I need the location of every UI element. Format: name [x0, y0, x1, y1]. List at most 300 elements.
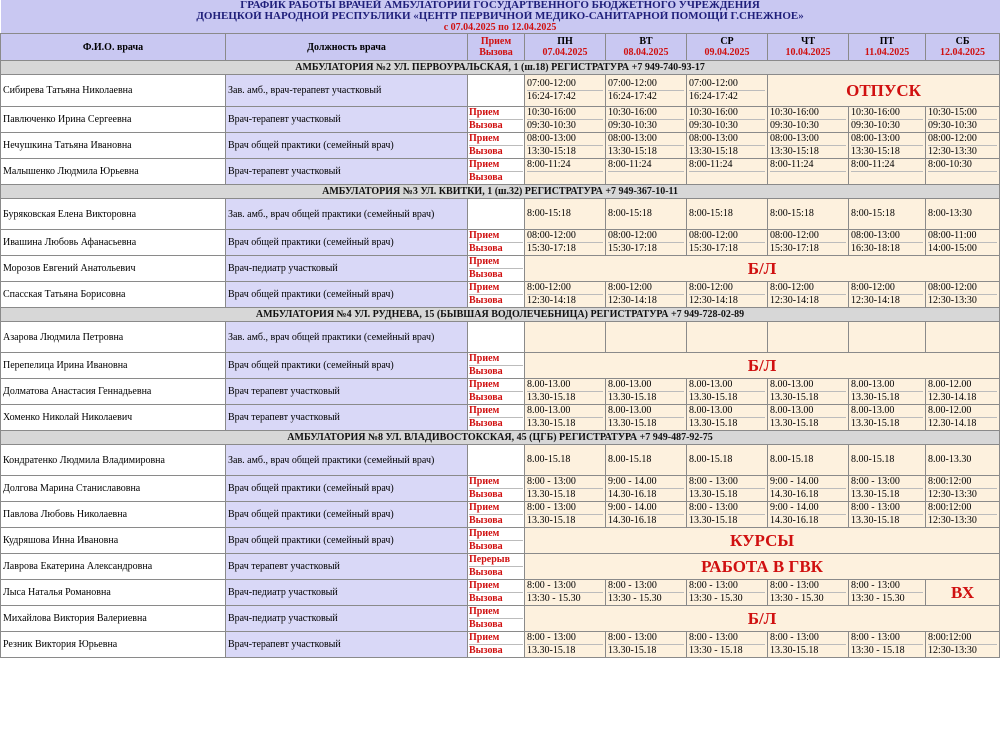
schedule-cell	[525, 230, 606, 256]
schedule-calls-time: 14.30-16.18	[608, 489, 657, 500]
schedule-reception-time: 8:00 - 13:00	[851, 580, 923, 593]
schedule-reception-time: 8:00 - 13:00	[608, 580, 684, 593]
schedule-calls-time: 09:30-10:30	[851, 120, 900, 131]
day-name: ЧТ	[800, 36, 815, 47]
doctor-position: Врач терапевт участковый	[226, 405, 468, 431]
visit-type	[468, 606, 525, 632]
schedule-reception-time: 8:00:12:00	[928, 502, 997, 515]
schedule-cell	[687, 159, 768, 185]
doctor-position: Врач-педиатр участковый	[226, 580, 468, 606]
visit-type	[468, 199, 525, 230]
doctor-name: Перепелица Ирина Ивановна	[1, 353, 226, 379]
visit-type-calls: Вызова	[469, 146, 503, 157]
schedule-cell	[768, 502, 849, 528]
schedule-cell	[687, 282, 768, 308]
schedule-cell	[768, 322, 849, 353]
schedule-cell	[606, 379, 687, 405]
schedule-cell	[926, 133, 1000, 159]
schedule-cell	[525, 405, 606, 431]
schedule-reception-time: 8:00 - 13:00	[527, 502, 603, 515]
schedule-cell	[687, 107, 768, 133]
section-title: АМБУЛАТОРИЯ №2 УЛ. ПЕРВОУРАЛЬСКАЯ, 1 (ш.18) РЕГИСТРАТУРА +7 949-740-93-17	[1, 61, 1000, 75]
schedule-cell	[606, 405, 687, 431]
schedule-calls-time: 16:24-17:42	[608, 91, 657, 102]
schedule-reception-time: 8:00-12:00	[527, 282, 603, 295]
doctor-name: Лыса Наталья Романовна	[1, 580, 226, 606]
doctor-name: Малышенко Людмила Юрьевна	[1, 159, 226, 185]
doctor-row	[1, 379, 1000, 405]
schedule-calls-time: 13:30 - 15.18	[851, 645, 905, 656]
section-title: АМБУЛАТОРИЯ №3 УЛ. КВИТКИ, 1 (ш.32) РЕГИСТРАТУРА +7 949-367-10-11	[1, 185, 1000, 199]
schedule-calls-time: 12:30-14:18	[689, 295, 738, 306]
schedule-reception-time: 08:00-12:00	[608, 230, 684, 243]
schedule-cell	[926, 445, 1000, 476]
visit-type-calls: Вызова	[469, 515, 503, 526]
schedule-calls-time: 12.30-14.18	[928, 392, 977, 403]
status-note: Б/Л	[525, 353, 1000, 379]
schedule-calls-time: 09:30-10:30	[770, 120, 819, 131]
schedule-reception-time: 8:00 - 13:00	[689, 476, 765, 489]
schedule-calls-time: 13.30-15.18	[689, 489, 738, 500]
schedule-cell	[525, 133, 606, 159]
visit-type	[468, 75, 525, 107]
schedule-cell	[849, 445, 926, 476]
visit-type-calls: Вызова	[469, 172, 503, 183]
schedule-cell	[687, 199, 768, 230]
schedule-cell	[768, 230, 849, 256]
schedule-reception-time: 08:00-12:00	[928, 282, 997, 295]
schedule-cell	[768, 282, 849, 308]
doctor-name: Кондратенко Людмила Владимировна	[1, 445, 226, 476]
schedule-cell	[606, 133, 687, 159]
schedule-cell	[687, 502, 768, 528]
schedule-cell	[926, 159, 1000, 185]
schedule-cell	[687, 230, 768, 256]
schedule-reception-time: 10:30-16:00	[689, 107, 765, 120]
visit-type-reception: Прием	[469, 353, 523, 366]
schedule-cell	[926, 379, 1000, 405]
schedule-calls-time: 13:30 - 15.30	[608, 593, 662, 604]
schedule-reception-time: 8:00 - 13:00	[608, 632, 684, 645]
schedule-reception-time: 8:00-12:00	[851, 282, 923, 295]
day-date: 09.04.2025	[704, 47, 750, 58]
visit-type-calls: Вызова	[469, 645, 503, 656]
schedule-cell	[525, 632, 606, 658]
doctor-row	[1, 256, 1000, 282]
visit-type	[468, 107, 525, 133]
doctor-position: Врач терапевт участковый	[226, 554, 468, 580]
doctor-name: Ивашина Любовь Афанасьевна	[1, 230, 226, 256]
visit-type-reception: Прием	[469, 107, 523, 120]
doctor-name: Спасская Татьяна Борисовна	[1, 282, 226, 308]
doctor-name: Долматова Анастасия Геннадьевна	[1, 379, 226, 405]
col-header-day	[768, 34, 849, 61]
schedule-cell	[687, 75, 768, 107]
status-note: РАБОТА В ГВК	[525, 554, 1000, 580]
schedule-cell	[768, 580, 849, 606]
schedule-cell	[926, 230, 1000, 256]
schedule-cell	[849, 502, 926, 528]
schedule-reception-time: 8:00-15:18	[770, 208, 814, 219]
schedule-calls-time	[928, 172, 997, 184]
visit-type-reception: Прием	[469, 632, 523, 645]
schedule-cell	[926, 199, 1000, 230]
schedule-calls-time: 12:30-13:30	[928, 295, 977, 306]
schedule-cell	[849, 107, 926, 133]
schedule-calls-time: 13.30-15.18	[851, 392, 900, 403]
schedule-calls-time: 14.30-16.18	[770, 489, 819, 500]
visit-type-reception: Прием	[469, 580, 523, 593]
doctor-row	[1, 606, 1000, 632]
status-note: ОТПУСК	[768, 75, 1000, 107]
schedule-cell	[849, 322, 926, 353]
doctor-row	[1, 632, 1000, 658]
schedule-calls-time: 13:30-15:18	[770, 146, 819, 157]
doctor-position: Врач-педиатр участковый	[226, 256, 468, 282]
schedule-calls-time: 13.30-15.18	[527, 645, 576, 656]
day-name: ПН	[557, 36, 573, 47]
doctor-position: Зав. амб., врач общей практики (семейный врач)	[226, 322, 468, 353]
schedule-reception-time: 9:00 - 14.00	[770, 476, 846, 489]
schedule-cell	[606, 107, 687, 133]
schedule-cell	[606, 502, 687, 528]
schedule-cell	[768, 445, 849, 476]
schedule-reception-time: 8:00-15:18	[608, 208, 652, 219]
schedule-reception-time: 8:00 - 13:00	[527, 476, 603, 489]
doctor-name: Буряковская Елена Викторовна	[1, 199, 226, 230]
status-note: КУРСЫ	[525, 528, 1000, 554]
schedule-cell	[926, 502, 1000, 528]
title-period: с 07.04.2025 по 12.04.2025	[1, 22, 1000, 34]
col-header-day	[525, 34, 606, 61]
section-title: АМБУЛАТОРИЯ №8 УЛ. ВЛАДИВОСТОКСКАЯ, 45 (ЦГБ) РЕГИСТРАТУРА +7 949-487-92-75	[1, 431, 1000, 445]
schedule-reception-time: 08:00-12:00	[770, 230, 846, 243]
visit-type-calls: Вызова	[469, 366, 503, 377]
visit-type-reception: Прием	[469, 476, 523, 489]
schedule-calls-time: 13:30-15:18	[851, 146, 900, 157]
doctor-name: Нечушкина Татьяна Ивановна	[1, 133, 226, 159]
schedule-calls-time: 13.30-15.18	[608, 392, 657, 403]
doctor-position: Врач общей практики (семейный врач)	[226, 230, 468, 256]
day-date: 10.04.2025	[785, 47, 831, 58]
schedule-calls-time: 13:30 - 15.30	[770, 593, 824, 604]
doctor-row	[1, 75, 1000, 107]
schedule-cell	[525, 282, 606, 308]
day-name: СБ	[955, 36, 970, 47]
schedule-calls-time: 12:30-14:18	[527, 295, 576, 306]
doctor-position: Врач общей практики (семейный врач)	[226, 528, 468, 554]
doctor-row	[1, 159, 1000, 185]
schedule-calls-time: 12:30-13:30	[928, 489, 977, 500]
schedule-reception-time: 8:00-15:18	[527, 208, 571, 219]
schedule-reception-time: 8.00-13.00	[689, 379, 765, 392]
schedule-reception-time: 8.00-15.18	[851, 454, 895, 465]
visit-type-reception: Прием	[469, 528, 523, 541]
doctor-position: Врач-терапевт участковый	[226, 632, 468, 658]
col-header-day	[849, 34, 926, 61]
schedule-reception-time: 8:00 - 13:00	[689, 502, 765, 515]
schedule-reception-time: 8:00 - 13:00	[770, 580, 846, 593]
visit-type-reception: Прием	[469, 159, 523, 172]
schedule-calls-time	[689, 172, 765, 184]
schedule-cell	[606, 282, 687, 308]
schedule-cell	[525, 502, 606, 528]
visit-type-calls: Вызова	[469, 489, 503, 500]
schedule-calls-time: 13:30-15:18	[689, 146, 738, 157]
schedule-reception-time: 8:00:12:00	[928, 476, 997, 489]
schedule-calls-time: 13.30-15.18	[770, 418, 819, 429]
schedule-cell	[606, 75, 687, 107]
schedule-cell	[687, 405, 768, 431]
doctor-position: Зав. амб., врач-терапевт участковый	[226, 75, 468, 107]
schedule-reception-time: 9:00 - 14.00	[608, 502, 684, 515]
schedule-reception-time: 08:00-11:00	[928, 230, 997, 243]
schedule-calls-time: 09:30-10:30	[608, 120, 657, 131]
schedule-reception-time: 8.00-15.18	[689, 454, 733, 465]
col-header-position: Должность врача	[226, 34, 468, 61]
schedule-cell	[525, 445, 606, 476]
day-name: ПТ	[879, 36, 895, 47]
schedule-cell	[849, 405, 926, 431]
schedule-cell	[525, 476, 606, 502]
doctor-row	[1, 580, 1000, 606]
doctor-position: Врач-терапевт участковый	[226, 107, 468, 133]
visit-type	[468, 554, 525, 580]
visit-type	[468, 528, 525, 554]
visit-type-reception: Прием	[469, 606, 523, 619]
schedule-reception-time: 8:00-10:30	[928, 159, 997, 172]
schedule-calls-time: 13.30-15.18	[608, 418, 657, 429]
schedule-cell	[687, 476, 768, 502]
schedule-reception-time: 8.00-15.18	[770, 454, 814, 465]
doctor-position: Врач общей практики (семейный врач)	[226, 133, 468, 159]
doctor-row	[1, 322, 1000, 353]
schedule-reception-time: 08:00-12:00	[928, 133, 997, 146]
visit-type	[468, 159, 525, 185]
schedule-cell	[849, 133, 926, 159]
visit-type	[468, 502, 525, 528]
schedule-reception-time: 8.00-13.00	[608, 379, 684, 392]
schedule-reception-time: 08:00-13:00	[851, 230, 923, 243]
doctor-row	[1, 199, 1000, 230]
schedule-reception-time: 07:00-12:00	[608, 78, 684, 91]
schedule-cell	[687, 632, 768, 658]
schedule-calls-time: 15:30-17:18	[689, 243, 738, 254]
visit-type-reception: Прием	[469, 256, 523, 269]
doctor-name: Хоменко Николай Николаевич	[1, 405, 226, 431]
schedule-reception-time: 9:00 - 14.00	[770, 502, 846, 515]
schedule-reception-time: 8:00 - 13:00	[689, 580, 765, 593]
schedule-cell	[606, 322, 687, 353]
doctor-name: Азарова Людмила Петровна	[1, 322, 226, 353]
schedule-calls-time	[608, 172, 684, 184]
schedule-calls-time: 16:24-17:42	[689, 91, 738, 102]
schedule-cell	[525, 322, 606, 353]
schedule-cell	[926, 322, 1000, 353]
schedule-calls-time	[770, 172, 846, 184]
doctor-name: Кудряшова Инна Ивановна	[1, 528, 226, 554]
schedule-reception-time: 10:30-16:00	[851, 107, 923, 120]
schedule-cell	[606, 445, 687, 476]
doctor-name: Павлова Любовь Николаевна	[1, 502, 226, 528]
schedule-calls-time: 12:30-13:30	[928, 515, 977, 526]
schedule-reception-time: 8:00-12:00	[608, 282, 684, 295]
schedule-calls-time: 14:00-15:00	[928, 243, 977, 254]
doctor-row	[1, 528, 1000, 554]
schedule-reception-time: 08:00-12:00	[689, 230, 765, 243]
doctor-row	[1, 107, 1000, 133]
doctor-row	[1, 230, 1000, 256]
visit-type-calls: Вызова	[469, 593, 503, 604]
visit-type	[468, 580, 525, 606]
schedule-reception-time: 8:00-11:24	[527, 159, 603, 172]
schedule-reception-time: 8:00-12:00	[689, 282, 765, 295]
doctor-position: Врач терапевт участковый	[226, 379, 468, 405]
visit-type	[468, 322, 525, 353]
schedule-reception-time: 07:00-12:00	[527, 78, 603, 91]
col-header-day	[926, 34, 1000, 61]
schedule-calls-time: 12:30-13:30	[928, 146, 977, 157]
schedule-reception-time: 08:00-13:00	[851, 133, 923, 146]
schedule-reception-time: 8.00-13.00	[527, 405, 603, 418]
visit-type-reception: Прием	[469, 405, 523, 418]
schedule-cell	[687, 379, 768, 405]
schedule-calls-time: 13:30 - 15.30	[851, 593, 905, 604]
schedule-cell	[606, 580, 687, 606]
schedule-reception-time: 8.00-13.00	[608, 405, 684, 418]
schedule-cell	[926, 632, 1000, 658]
schedule-calls-time: 15:30-17:18	[770, 243, 819, 254]
schedule-cell	[606, 199, 687, 230]
schedule-cell	[525, 580, 606, 606]
visit-type	[468, 632, 525, 658]
doctor-row	[1, 353, 1000, 379]
schedule-cell	[768, 107, 849, 133]
day-date: 08.04.2025	[623, 47, 669, 58]
doctor-position: Врач общей практики (семейный врач)	[226, 282, 468, 308]
schedule-calls-time	[527, 172, 603, 184]
schedule-calls-time: 13.30-15.18	[527, 392, 576, 403]
doctor-row	[1, 554, 1000, 580]
visit-type	[468, 353, 525, 379]
schedule-cell	[849, 282, 926, 308]
visit-type-reception: Прием	[469, 230, 523, 243]
section-header-row	[1, 308, 1000, 322]
doctor-position: Врач общей практики (семейный врач)	[226, 502, 468, 528]
schedule-calls-time: 15:30-17:18	[527, 243, 576, 254]
visit-type-calls: Вызова	[469, 541, 503, 552]
schedule-cell	[849, 476, 926, 502]
schedule-calls-time: 14.30-16.18	[770, 515, 819, 526]
schedule-reception-time: 8.00-13.00	[770, 379, 846, 392]
schedule-calls-time: 13.30-15.18	[770, 645, 819, 656]
visit-type	[468, 379, 525, 405]
visit-type-reception: Перерыв	[469, 554, 523, 567]
doctor-row	[1, 502, 1000, 528]
visit-type	[468, 133, 525, 159]
schedule-cell	[768, 405, 849, 431]
schedule-reception-time: 8:00 - 13:00	[527, 632, 603, 645]
visit-type-calls: Вызова	[469, 567, 503, 578]
schedule-reception-time: 8.00-15.18	[608, 454, 652, 465]
schedule-cell	[926, 107, 1000, 133]
schedule-reception-time: 8.00-13.00	[851, 379, 923, 392]
visit-type	[468, 256, 525, 282]
doctor-name: Сибирева Татьяна Николаевна	[1, 75, 226, 107]
schedule-calls-time: 12:30-14:18	[770, 295, 819, 306]
section-header-row	[1, 431, 1000, 445]
schedule-reception-time: 8.00-15.18	[527, 454, 571, 465]
schedule-calls-time: 13.30-15.18	[608, 645, 657, 656]
schedule-reception-time: 8:00-12:00	[770, 282, 846, 295]
section-header-row	[1, 185, 1000, 199]
schedule-calls-time: 15:30-17:18	[608, 243, 657, 254]
schedule-cell	[768, 379, 849, 405]
schedule-cell	[687, 580, 768, 606]
status-note: Б/Л	[525, 256, 1000, 282]
status-note: Б/Л	[525, 606, 1000, 632]
visit-type-calls: Вызова	[469, 392, 503, 403]
doctor-name: Долгова Марина Станиславовна	[1, 476, 226, 502]
schedule-reception-time: 8:00-15:18	[689, 208, 733, 219]
col-header-day	[606, 34, 687, 61]
schedule-reception-time: 08:00-13:00	[770, 133, 846, 146]
day-name: ВТ	[639, 36, 653, 47]
schedule-cell	[849, 580, 926, 606]
schedule-reception-time: 08:00-12:00	[527, 230, 603, 243]
schedule-cell	[687, 445, 768, 476]
schedule-cell	[849, 632, 926, 658]
schedule-reception-time: 8.00-13.00	[851, 405, 923, 418]
schedule-reception-time: 8:00:12:00	[928, 632, 997, 645]
schedule-reception-time: 8:00-11:24	[851, 159, 923, 172]
schedule-calls-time: 13.30-15.18	[527, 418, 576, 429]
schedule-calls-time: 13.30-15.18	[689, 418, 738, 429]
doctor-position: Врач-педиатр участковый	[226, 606, 468, 632]
schedule-reception-time: 07:00-12:00	[689, 78, 765, 91]
schedule-reception-time: 9:00 - 14.00	[608, 476, 684, 489]
schedule-cell	[606, 230, 687, 256]
doctor-row	[1, 282, 1000, 308]
col-header-type-bottom: Вызова	[479, 47, 513, 58]
visit-type	[468, 282, 525, 308]
visit-type-calls: Вызова	[469, 418, 503, 429]
visit-type-reception: Прием	[469, 502, 523, 515]
schedule-cell	[606, 159, 687, 185]
schedule-reception-time: 10:30-16:00	[770, 107, 846, 120]
day-date: 07.04.2025	[542, 47, 588, 58]
schedule-reception-time: 10:30-15:00	[928, 107, 997, 120]
schedule-reception-time: 8.00-12.00	[928, 379, 997, 392]
schedule-reception-time: 8.00-13.00	[527, 379, 603, 392]
schedule-cell	[849, 199, 926, 230]
visit-type-calls: Вызова	[469, 243, 503, 254]
schedule-cell	[525, 159, 606, 185]
doctor-position: Врач общей практики (семейный врач)	[226, 476, 468, 502]
schedule-reception-time: 10:30-16:00	[608, 107, 684, 120]
schedule-reception-time: 8.00-12.00	[928, 405, 997, 418]
schedule-calls-time: 13.30-15.18	[527, 489, 576, 500]
day-date: 11.04.2025	[864, 47, 910, 58]
schedule-cell	[768, 199, 849, 230]
schedule-reception-time: 8:00 - 13:00	[851, 502, 923, 515]
schedule-calls-time: 13:30 - 15.30	[689, 593, 743, 604]
schedule-cell	[687, 322, 768, 353]
visit-type-calls: Вызова	[469, 295, 503, 306]
doctor-name: Михайлова Виктория Валериевна	[1, 606, 226, 632]
schedule-calls-time: 09:30-10:30	[527, 120, 576, 131]
schedule-cell	[849, 230, 926, 256]
